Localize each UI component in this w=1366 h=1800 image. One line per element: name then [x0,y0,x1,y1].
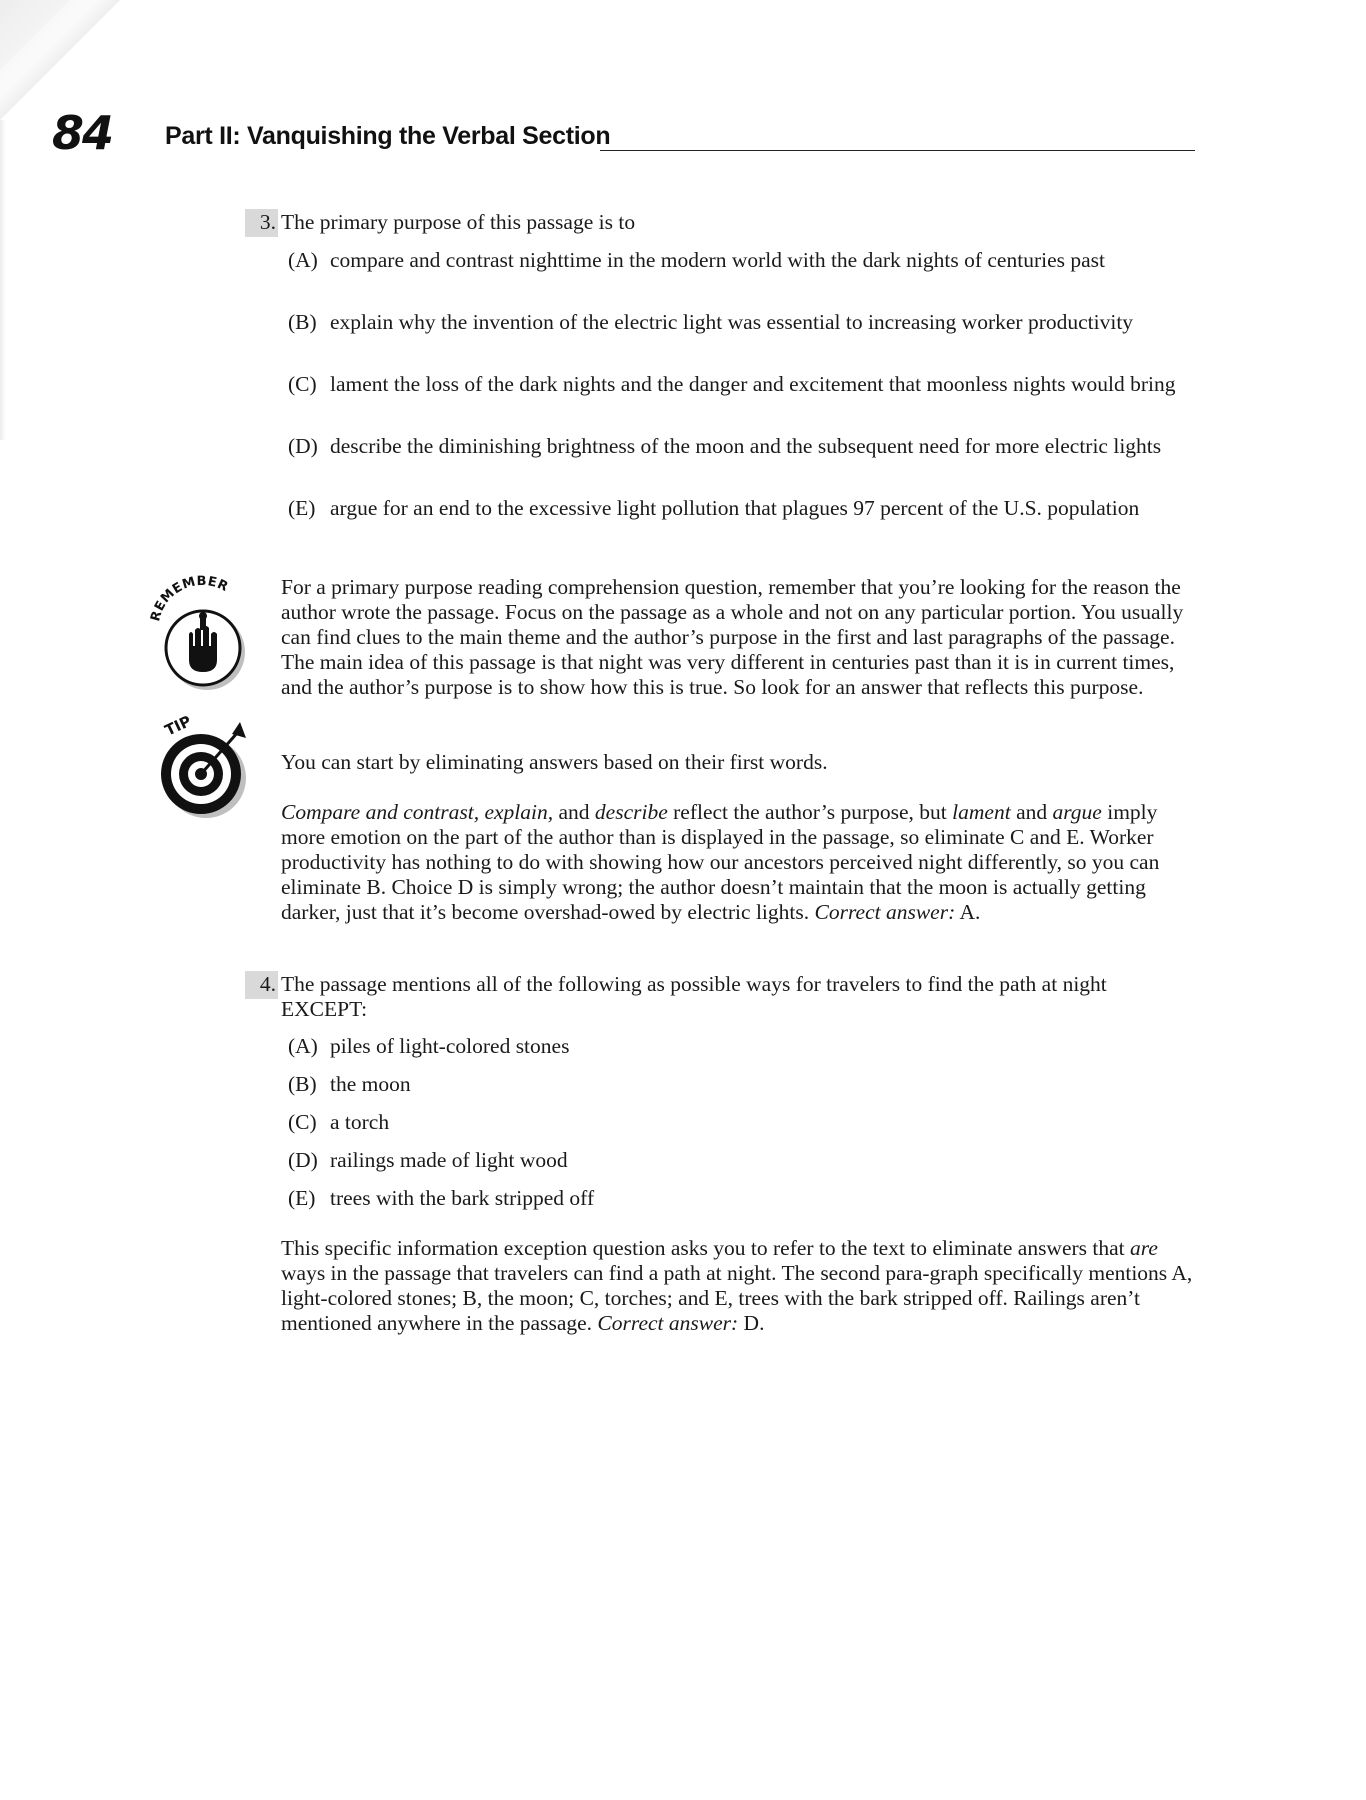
option-text: describe the diminishing brightness of the moon and the subsequent need for more electric lights [330,434,1162,458]
tip-label: TIP [162,711,194,740]
tip-icon [150,708,260,828]
explanation-text: reflect the author’s purpose, but [667,800,953,824]
option-letter: (D) [288,434,318,458]
explanation-italic: are [1130,1236,1158,1260]
explanation-text: and [553,800,595,824]
option-letter: (B) [288,1072,317,1096]
explanation-italic: Compare and contrast, explain, [281,800,554,824]
explanation-text: This specific information exception question asks you to refer to the text to eliminate answers that [281,1236,1131,1260]
option-letter: (C) [288,372,317,396]
correct-answer-label: Correct answer: [597,1311,739,1335]
explanation-italic: lament [952,800,1011,824]
option-letter: (B) [288,310,317,334]
header-rule [600,150,1195,151]
option-text: lament the loss of the dark nights and the danger and excitement that moonless nights would bring [330,372,1176,396]
explanation-paragraph [281,1236,1193,1336]
explanation-paragraph [281,800,1193,925]
option-text: a torch [330,1110,390,1134]
running-head: Part II: Vanquishing the Verbal Section [165,122,611,150]
option-text: explain why the invention of the electric light was essential to increasing worker productivity [330,310,1134,334]
correct-answer: D. [738,1311,765,1335]
question-number-badge [245,971,278,999]
explanation-italic: describe [594,800,668,824]
option-text: railings made of light wood [330,1148,568,1172]
question-number-badge [245,209,278,237]
remember-label: REMEMBER [148,573,231,624]
option-text: argue for an end to the excessive light pollution that plagues 97 percent of the U.S. population [330,496,1140,520]
question-number: 3. [259,210,276,234]
option-letter: (D) [288,1148,318,1172]
explanation-text: imply more emotion on the part of the author than is displayed in the passage, so eliminate C and E. Worker productivity has nothing to do with showing how our ancestors perceived night differently, so you can eliminate B. Choice D is simply wrong; the author doesn’t maintain that the moon is actually getting darker, just that it’s become overshad-owed by electric lights. [281,800,1160,924]
question-stem: The passage mentions all of the following as possible ways for travelers to find the path at night EXCEPT: [281,972,1107,1021]
question-stem: The primary purpose of this passage is to [281,210,636,234]
option-text: the moon [330,1072,411,1096]
option-letter: (A) [288,248,318,272]
tip-paragraph: You can start by eliminating answers based on their first words. [281,750,828,774]
remember-paragraph: For a primary purpose reading comprehension question, remember that you’re looking for the reason the author wrote the passage. Focus on the passage as a whole and not on any particular portion. You usually can find clues to the main theme and the author’s purpose in the first and last paragraphs of the passage. The main idea of this passage is that night was very different in centuries past than it is in current times, and the author’s purpose is to show how this is true. So look for an answer that reflects this purpose. [281,575,1184,699]
correct-answer: A. [955,900,981,924]
option-text: piles of light-colored stones [330,1034,570,1058]
explanation-text: ways in the passage that travelers can find a path at night. The second para-graph specifically mentions A, light-colored stones; B, the moon; C, torches; and E, trees with the bark stripped off. Railings aren’t mentioned anywhere in the passage. [281,1261,1193,1335]
option-letter: (A) [288,1034,318,1058]
option-letter: (C) [288,1110,317,1134]
explanation-text: and [1010,800,1053,824]
option-letter: (E) [288,496,316,520]
remember-icon [145,572,255,692]
explanation-italic: argue [1052,800,1102,824]
option-text: compare and contrast nighttime in the modern world with the dark nights of centuries past [330,248,1105,272]
page-number: 84 [52,106,113,160]
question-number: 4. [259,972,276,996]
option-letter: (E) [288,1186,316,1210]
correct-answer-label: Correct answer: [814,900,956,924]
option-text: trees with the bark stripped off [330,1186,595,1210]
page-edge-shadow [0,120,6,440]
